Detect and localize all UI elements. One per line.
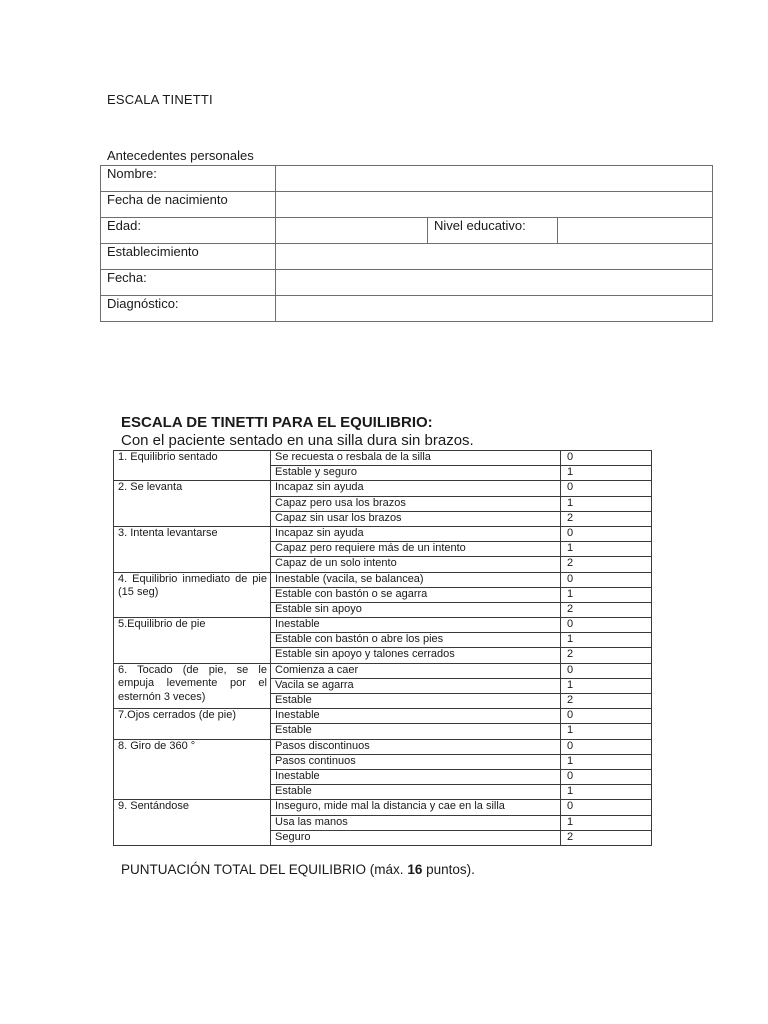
fecha-nacimiento-value-field[interactable] xyxy=(276,192,713,218)
scale-option-text: Incapaz sin ayuda xyxy=(271,481,561,496)
nivel-educativo-label: Nivel educativo: xyxy=(428,218,558,244)
scale-row xyxy=(114,800,652,815)
scale-option-score: 1 xyxy=(561,724,652,739)
scale-option-text: Pasos discontinuos xyxy=(271,739,561,754)
fecha-value-field[interactable] xyxy=(276,270,713,296)
scale-option-text: Vacila se agarra xyxy=(271,678,561,693)
balance-scale-heading: ESCALA DE TINETTI PARA EL EQUILIBRIO: xyxy=(121,414,433,431)
scale-option-score: 1 xyxy=(561,587,652,602)
scale-option-score: 2 xyxy=(561,511,652,526)
scale-option-score: 2 xyxy=(561,557,652,572)
scale-option-text: Inestable (vacila, se balancea) xyxy=(271,572,561,587)
scale-option-score: 2 xyxy=(561,648,652,663)
personal-row-edad xyxy=(101,218,713,244)
fecha-label: Fecha: xyxy=(101,270,276,296)
scale-option-text: Comienza a caer xyxy=(271,663,561,678)
scale-option-text: Estable con bastón o abre los pies xyxy=(271,633,561,648)
personal-row-fecha xyxy=(101,270,713,296)
establecimiento-value-field[interactable] xyxy=(276,244,713,270)
scale-option-text: Estable y seguro xyxy=(271,466,561,481)
scale-option-score: 0 xyxy=(561,739,652,754)
scale-option-text: Capaz sin usar los brazos xyxy=(271,511,561,526)
scale-option-score: 1 xyxy=(561,633,652,648)
scale-row xyxy=(114,663,652,678)
scale-item-label: 2. Se levanta xyxy=(114,481,271,527)
scale-option-score: 2 xyxy=(561,694,652,709)
personal-section-label: Antecedentes personales xyxy=(107,148,254,163)
scale-option-text: Estable sin apoyo xyxy=(271,602,561,617)
scale-option-text: Pasos continuos xyxy=(271,754,561,769)
scale-option-score: 0 xyxy=(561,618,652,633)
establecimiento-label: Establecimiento xyxy=(101,244,276,270)
scale-option-score: 1 xyxy=(561,754,652,769)
scale-option-text: Incapaz sin ayuda xyxy=(271,526,561,541)
scale-option-score: 1 xyxy=(561,466,652,481)
scale-option-text: Estable con bastón o se agarra xyxy=(271,587,561,602)
edad-value-field[interactable] xyxy=(276,218,428,244)
personal-row-establecimiento xyxy=(101,244,713,270)
scale-item-label: 8. Giro de 360 ° xyxy=(114,739,271,800)
scale-option-score: 0 xyxy=(561,769,652,784)
scale-row xyxy=(114,572,652,587)
balance-scale-subtitle: Con el paciente sentado en una silla dura sin brazos. xyxy=(121,432,474,449)
fecha-nacimiento-label: Fecha de nacimiento xyxy=(101,192,276,218)
scale-option-text: Estable xyxy=(271,694,561,709)
scale-option-text: Capaz pero usa los brazos xyxy=(271,496,561,511)
scale-row xyxy=(114,526,652,541)
scale-option-text: Inestable xyxy=(271,709,561,724)
nivel-educativo-value-field[interactable] xyxy=(558,218,713,244)
scale-option-score: 1 xyxy=(561,678,652,693)
scale-option-score: 0 xyxy=(561,663,652,678)
scale-option-text: Estable xyxy=(271,724,561,739)
scale-option-text: Estable xyxy=(271,785,561,800)
scale-option-score: 1 xyxy=(561,542,652,557)
scale-option-text: Seguro xyxy=(271,830,561,845)
personal-row-diagnostico xyxy=(101,296,713,322)
diagnostico-label: Diagnóstico: xyxy=(101,296,276,322)
scale-row xyxy=(114,481,652,496)
total-score-max: 16 xyxy=(407,862,423,877)
scale-item-label: 6. Tocado (de pie, se le empuja levemente por el esternón 3 veces) xyxy=(114,663,271,709)
scale-row xyxy=(114,709,652,724)
scale-item-label: 3. Intenta levantarse xyxy=(114,526,271,572)
scale-option-text: Inseguro, mide mal la distancia y cae en la silla xyxy=(271,800,561,815)
balance-scale-table-body xyxy=(114,451,652,846)
scale-option-score: 1 xyxy=(561,496,652,511)
personal-info-table xyxy=(100,165,713,322)
scale-option-score: 0 xyxy=(561,800,652,815)
edad-label: Edad: xyxy=(101,218,276,244)
scale-item-label: 5.Equilibrio de pie xyxy=(114,618,271,664)
scale-item-label: 1. Equilibrio sentado xyxy=(114,451,271,481)
document-title: ESCALA TINETTI xyxy=(107,92,213,107)
scale-option-score: 0 xyxy=(561,451,652,466)
scale-option-text: Se recuesta o resbala de la silla xyxy=(271,451,561,466)
diagnostico-value-field[interactable] xyxy=(276,296,713,322)
scale-option-text: Usa las manos xyxy=(271,815,561,830)
scale-option-score: 0 xyxy=(561,526,652,541)
scale-row xyxy=(114,451,652,466)
scale-option-text: Inestable xyxy=(271,769,561,784)
nombre-label: Nombre: xyxy=(101,166,276,192)
scale-option-score: 1 xyxy=(561,785,652,800)
scale-item-label: 4. Equilibrio inmediato de pie (15 seg) xyxy=(114,572,271,618)
total-score-prefix: PUNTUACIÓN TOTAL DEL EQUILIBRIO (máx. xyxy=(121,862,408,877)
scale-option-score: 0 xyxy=(561,572,652,587)
scale-option-score: 1 xyxy=(561,815,652,830)
personal-row-nombre xyxy=(101,166,713,192)
scale-option-text: Capaz pero requiere más de un intento xyxy=(271,542,561,557)
nombre-value-field[interactable] xyxy=(276,166,713,192)
scale-option-text: Estable sin apoyo y talones cerrados xyxy=(271,648,561,663)
scale-option-text: Capaz de un solo intento xyxy=(271,557,561,572)
scale-option-text: Inestable xyxy=(271,618,561,633)
scale-item-label: 7.Ojos cerrados (de pie) xyxy=(114,709,271,739)
scale-option-score: 0 xyxy=(561,481,652,496)
scale-option-score: 2 xyxy=(561,830,652,845)
scale-option-score: 0 xyxy=(561,709,652,724)
scale-option-score: 2 xyxy=(561,602,652,617)
scale-item-label: 9. Sentándose xyxy=(114,800,271,846)
personal-row-fecha-nacimiento xyxy=(101,192,713,218)
scale-row xyxy=(114,739,652,754)
total-score-suffix: puntos). xyxy=(422,862,475,877)
scale-row xyxy=(114,618,652,633)
total-score-line xyxy=(121,862,475,877)
balance-scale-table xyxy=(113,450,652,846)
